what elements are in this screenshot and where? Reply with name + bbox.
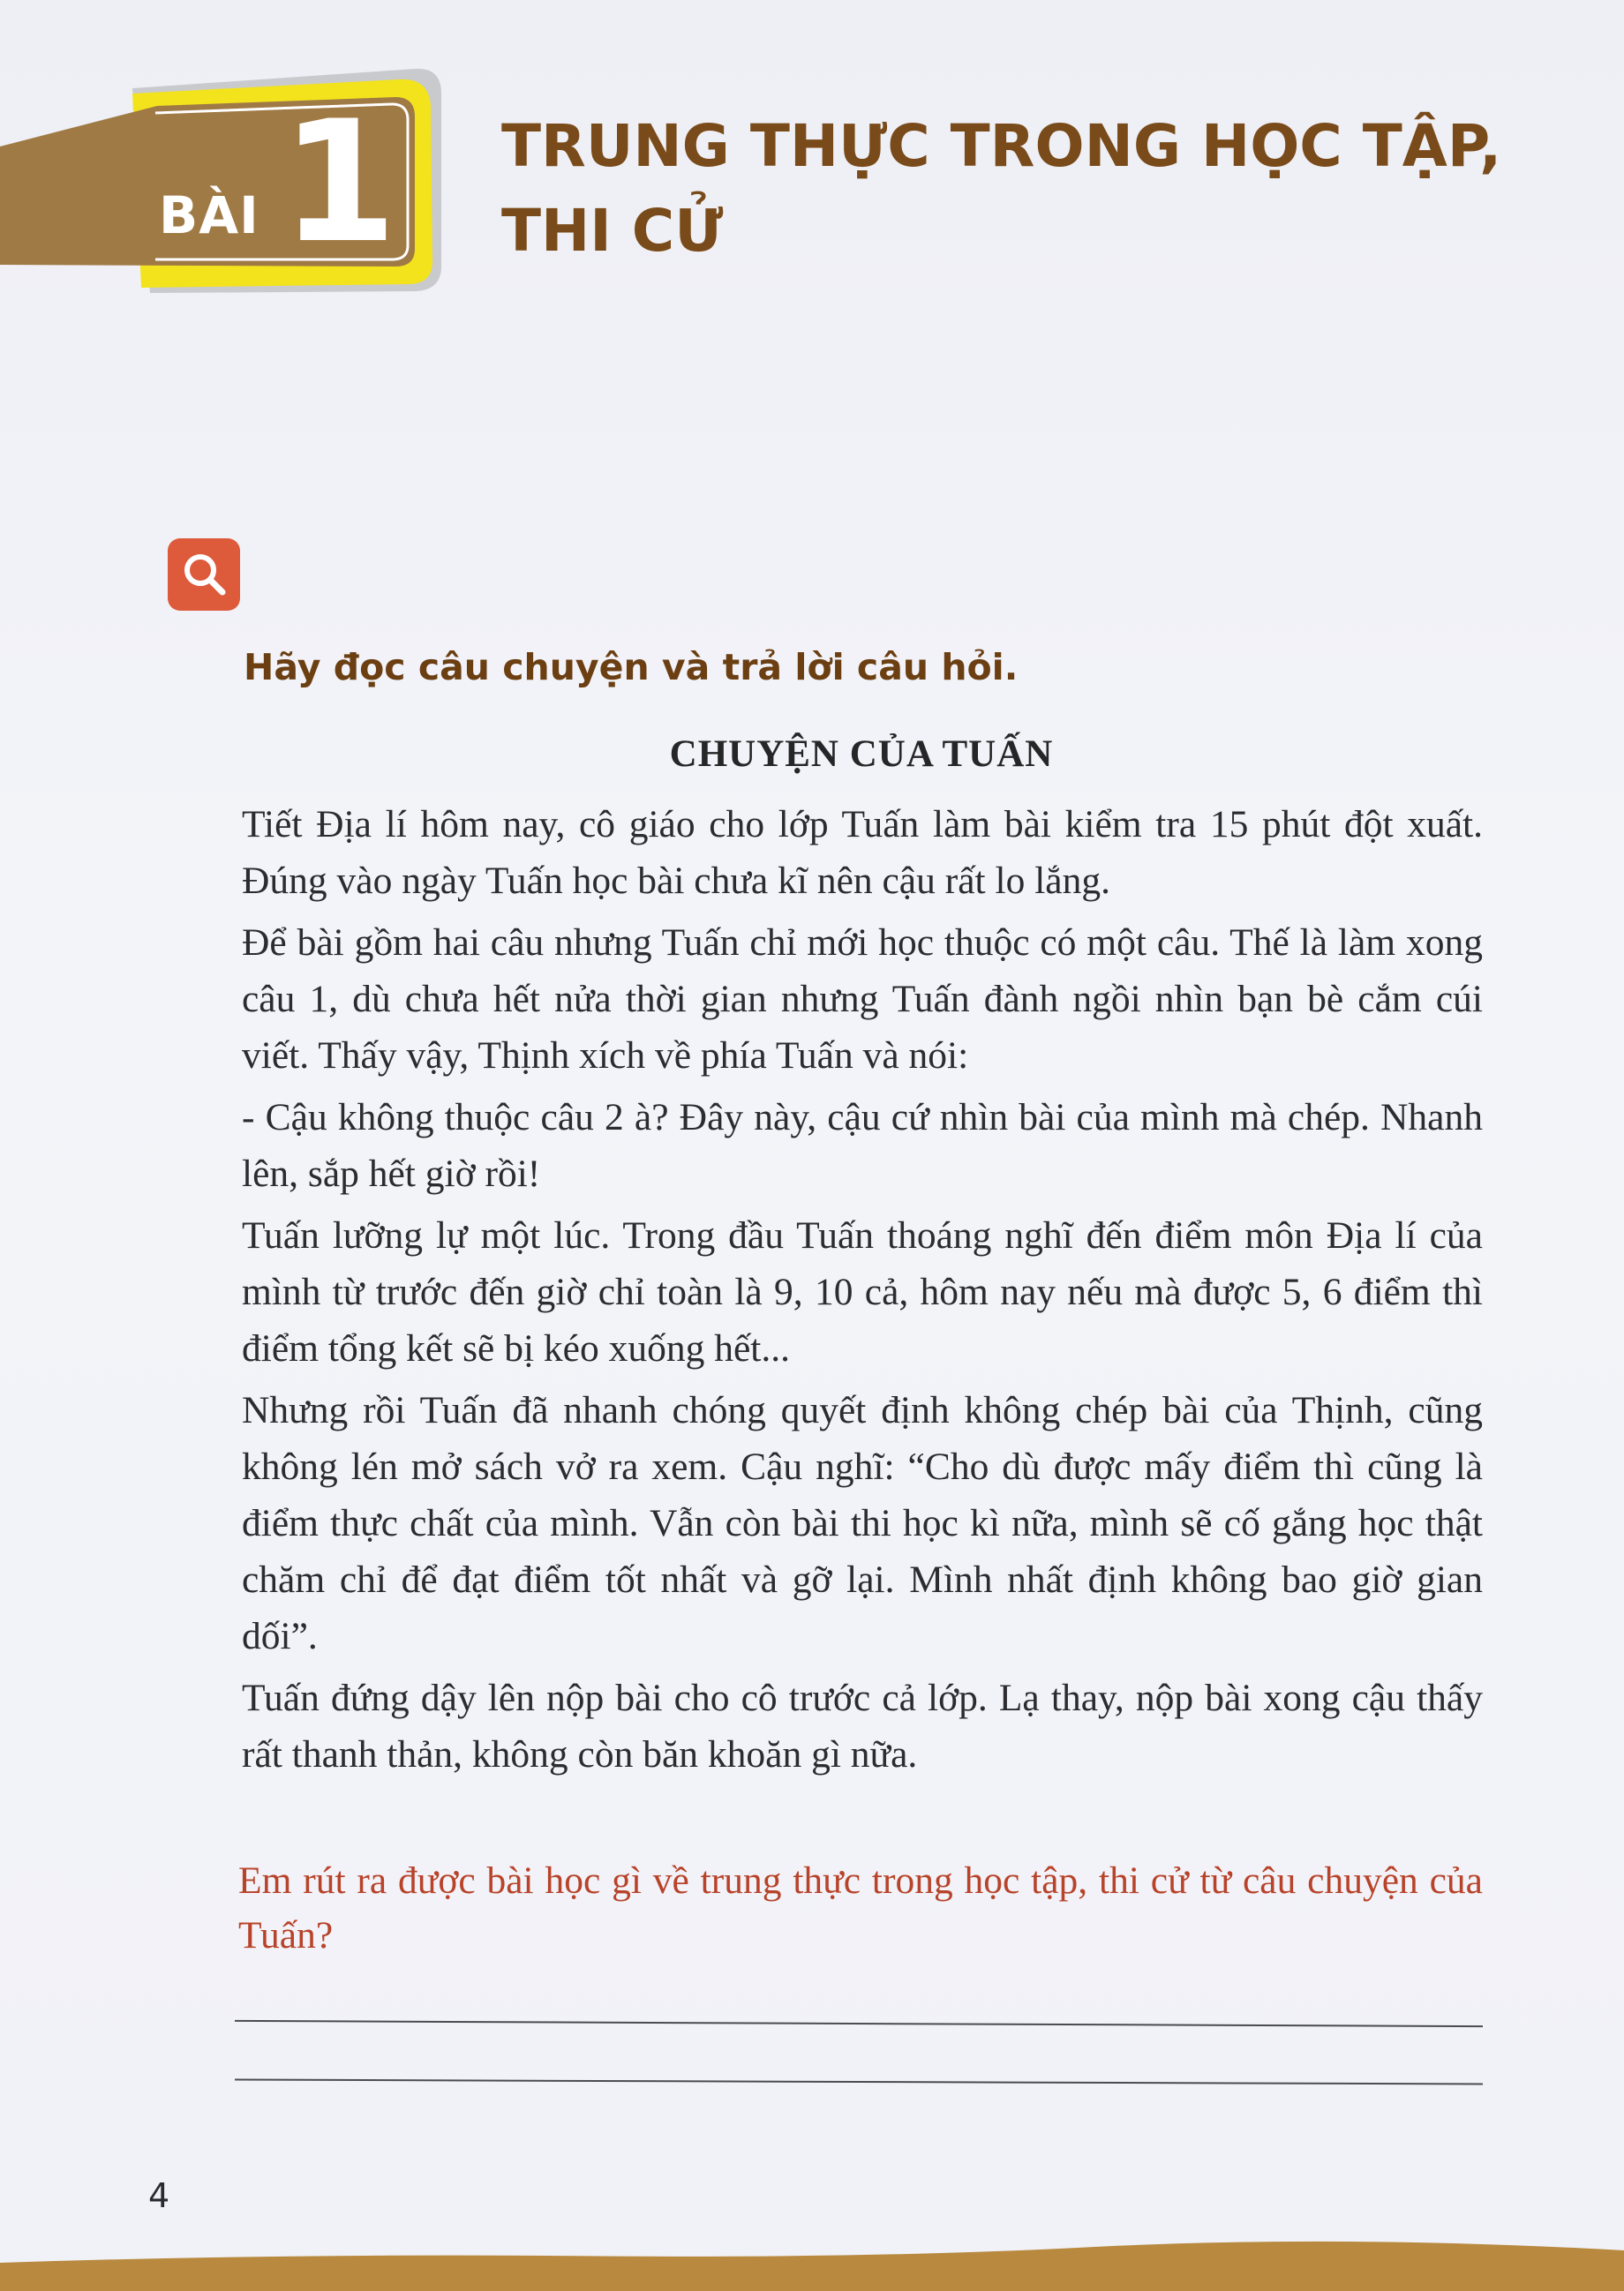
story-paragraph: Tuấn lưỡng lự một lúc. Trong đầu Tuấn thoáng nghĩ đến điểm môn Địa lí của mình từ trước đến giờ chỉ toàn là 9, 10 cả, hôm nay nếu mà được 5, 6 điểm thì điểm tổng kết sẽ bị kéo xuống hết... bbox=[242, 1214, 1483, 1370]
story-paragraph: Nhưng rồi Tuấn đã nhanh chóng quyết định không chép bài của Thịnh, cũng không lén mở sách vở ra xem. Cậu nghĩ: “Cho dù được mấy điểm thì cũng là điểm thực chất của mình. Vẫn còn bài thi học kì nữa, mình sẽ cố gắng học thật chăm chỉ để đạt điểm tốt nhất và gỡ lại. Mình nhất định không bao giờ gian dối”. bbox=[242, 1389, 1483, 1657]
activity-instruction: Hãy đọc câu chuyện và trả lời câu hỏi. bbox=[244, 646, 1019, 688]
reflection-question: Em rút ra được bài học gì về trung thực trong học tập, thi cử từ câu chuyện của Tuấn? bbox=[238, 1859, 1483, 1957]
story-title: CHUYỆN CỦA TUẤN bbox=[669, 733, 1054, 775]
story-body bbox=[242, 796, 1483, 1788]
lesson-title-line-2: THI CỬ bbox=[501, 197, 724, 265]
page-number: 4 bbox=[148, 2176, 170, 2215]
story-paragraph: Tiết Địa lí hôm nay, cô giáo cho lớp Tuấn làm bài kiểm tra 15 phút đột xuất. Đúng vào ngày Tuấn học bài chưa kĩ nên cậu rất lo lắng. bbox=[242, 803, 1483, 902]
footer-wave bbox=[0, 2224, 1624, 2291]
story-paragraph: Để bài gồm hai câu nhưng Tuấn chỉ mới học thuộc có một câu. Thế là làm xong câu 1, dù chưa hết nửa thời gian nhưng Tuấn đành ngồi nhìn bạn bè cắm cúi viết. Thấy vậy, Thịnh xích về phía Tuấn và nói: bbox=[242, 921, 1483, 1077]
lesson-label: BÀI bbox=[159, 185, 259, 245]
search-icon bbox=[168, 538, 240, 611]
search-icon-graphic bbox=[168, 538, 240, 611]
lesson-title bbox=[501, 104, 1516, 274]
story-paragraph: - Cậu không thuộc câu 2 à? Đây này, cậu cứ nhìn bài của mình mà chép. Nhanh lên, sắp hết giờ rồi! bbox=[242, 1096, 1483, 1195]
lesson-number: 1 bbox=[281, 85, 398, 280]
lesson-title-line-1: TRUNG THỰC TRONG HỌC TẬP, bbox=[501, 112, 1502, 180]
story-paragraph: Tuấn đứng dậy lên nộp bài cho cô trước cả lớp. Lạ thay, nộp bài xong cậu thấy rất thanh thản, không còn băn khoăn gì nữa. bbox=[242, 1677, 1483, 1776]
